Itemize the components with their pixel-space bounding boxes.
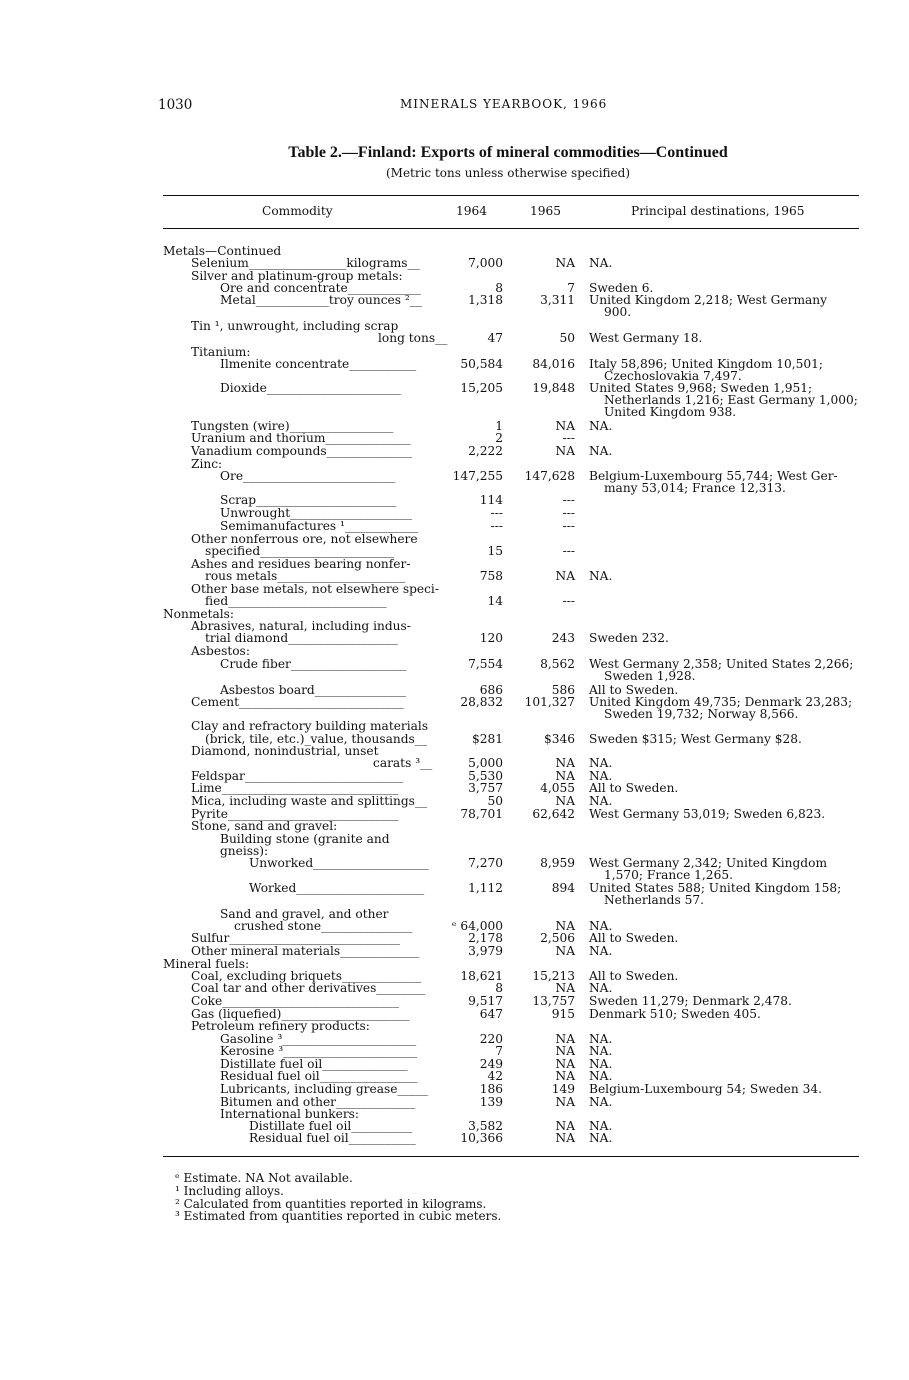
bottom-rule [163, 1156, 859, 1157]
commodity-cell: Other nonferrous ore, not elsewhere [191, 532, 418, 546]
destination-cell: NA. [589, 756, 613, 770]
commodity-cell: Vanadium compounds______________ [191, 444, 412, 458]
commodity-cell: Ore_________________________ [220, 469, 396, 483]
value-1965-cell: NA [555, 919, 575, 933]
destination-cell: NA. [589, 444, 613, 458]
value-1964-cell: 1 [495, 419, 503, 433]
footnote: ¹ Including alloys. [175, 1184, 284, 1198]
commodity-cell: Building stone (granite and [220, 832, 390, 846]
value-1964-cell: 139 [479, 1095, 503, 1109]
col-header-commodity: Commodity [262, 204, 333, 218]
value-1965-cell: 15,213 [532, 969, 575, 983]
commodity-cell: Stone, sand and gravel: [191, 819, 338, 833]
value-1965-cell: NA [555, 1069, 575, 1083]
destination-cell: Sweden 1,928. [604, 669, 696, 683]
commodity-cell: Pyrite____________________________ [191, 807, 399, 821]
destination-cell: Sweden 6. [589, 281, 654, 295]
value-1964-cell: 758 [479, 569, 503, 583]
commodity-cell: Diamond, nonindustrial, unset [191, 744, 379, 758]
value-1964-cell: --- [490, 506, 503, 520]
table-row [163, 595, 863, 608]
commodity-cell: trial diamond__________________ [205, 631, 398, 645]
commodity-cell: carats ³__ [373, 756, 433, 770]
destination-cell: All to Sweden. [589, 781, 679, 795]
commodity-cell: Dioxide______________________ [220, 381, 401, 395]
commodity-cell: Asbestos: [191, 644, 250, 658]
value-1964-cell: $281 [471, 732, 503, 746]
commodity-cell: long tons__ [378, 331, 448, 345]
commodity-cell: Mica, including waste and splittings__ [191, 794, 428, 808]
table-row [163, 445, 863, 458]
value-1965-cell: NA [555, 1119, 575, 1133]
value-1964-cell: 47 [487, 331, 503, 345]
value-1964-cell: 147,255 [452, 469, 503, 483]
commodity-cell: Cement___________________________ [191, 695, 404, 709]
value-1965-cell: --- [562, 544, 575, 558]
commodity-cell: Sulfur____________________________ [191, 931, 400, 945]
commodity-cell: Crude fiber___________________ [220, 657, 407, 671]
table-row [163, 1132, 863, 1145]
col-header-1964: 1964 [456, 204, 488, 218]
value-1965-cell: 50 [559, 331, 575, 345]
destination-cell: Belgium-Luxembourg 54; Sweden 34. [589, 1082, 822, 1096]
value-1965-cell: NA [555, 1057, 575, 1071]
value-1964-cell: 220 [479, 1032, 503, 1046]
commodity-cell: Scrap_______________________ [220, 493, 397, 507]
commodity-cell: Coke_____________________________ [191, 994, 399, 1008]
value-1964-cell: 3,979 [468, 944, 503, 958]
commodity-cell: Other base metals, not elsewhere speci- [191, 582, 439, 596]
value-1965-cell: 8,959 [540, 856, 575, 870]
commodity-cell: gneiss): [220, 844, 269, 858]
value-1965-cell: --- [562, 506, 575, 520]
value-1964-cell: 7,270 [468, 856, 503, 870]
value-1964-cell: 186 [479, 1082, 503, 1096]
value-1964-cell: 18,621 [460, 969, 503, 983]
value-1965-cell: 62,642 [532, 807, 575, 821]
value-1964-cell: 9,517 [468, 994, 503, 1008]
commodity-cell: Silver and platinum-group metals: [191, 269, 403, 283]
top-rule [163, 195, 859, 196]
commodity-cell: Distillate fuel oil______________ [220, 1057, 408, 1071]
commodity-cell: Unwrought____________________ [220, 506, 412, 520]
value-1965-cell: NA [555, 756, 575, 770]
destination-cell: Belgium-Luxembourg 55,744; West Ger- [589, 469, 838, 483]
value-1965-cell: --- [562, 594, 575, 608]
running-title: MINERALS YEARBOOK, 1966 [400, 97, 608, 111]
destination-cell: Sweden 232. [589, 631, 669, 645]
destination-cell: NA. [589, 769, 613, 783]
value-1964-cell: 28,832 [460, 695, 503, 709]
commodity-cell: Ilmenite concentrate___________ [220, 357, 417, 371]
destination-cell: NA. [589, 981, 613, 995]
value-1965-cell: NA [555, 256, 575, 270]
table-row [163, 306, 863, 319]
destination-cell: NA. [589, 1119, 613, 1133]
value-1964-cell: 2 [495, 431, 503, 445]
commodity-cell: Coal, excluding briquets_____________ [191, 969, 422, 983]
destination-cell: All to Sweden. [589, 931, 679, 945]
col-header-destinations: Principal destinations, 1965 [631, 204, 805, 218]
commodity-cell: Tin ¹, unwrought, including scrap [191, 319, 399, 333]
commodity-cell: Kerosine ³______________________ [220, 1044, 418, 1058]
table-subtitle: (Metric tons unless otherwise specified) [385, 166, 631, 180]
value-1964-cell: 5,530 [468, 769, 503, 783]
value-1965-cell: --- [562, 519, 575, 533]
destination-cell: NA. [589, 569, 613, 583]
value-1964-cell: 7 [495, 1044, 503, 1058]
commodity-cell: Ashes and residues bearing nonfer- [191, 557, 411, 571]
value-1964-cell: ᵉ 64,000 [451, 919, 503, 933]
destination-cell: Sweden 19,732; Norway 8,566. [604, 707, 799, 721]
commodity-cell: Lubricants, including grease_____ [220, 1082, 428, 1096]
value-1965-cell: 84,016 [532, 357, 575, 371]
destination-cell: NA. [589, 944, 613, 958]
value-1965-cell: 101,327 [524, 695, 575, 709]
value-1964-cell: 50 [487, 794, 503, 808]
commodity-cell: Lime_____________________________ [191, 781, 399, 795]
value-1964-cell: 5,000 [468, 756, 503, 770]
destination-cell: NA. [589, 794, 613, 808]
destination-cell: Netherlands 57. [604, 893, 704, 907]
commodity-cell: Coal tar and other derivatives________ [191, 981, 426, 995]
value-1965-cell: 915 [551, 1007, 575, 1021]
commodity-cell: fied__________________________ [205, 594, 387, 608]
value-1965-cell: 7 [567, 281, 575, 295]
commodity-cell: Titanium: [191, 345, 251, 359]
table-row [163, 332, 863, 345]
commodity-cell: Metal____________troy ounces ²__ [220, 293, 422, 307]
destination-cell: United States 9,968; Sweden 1,951; [589, 381, 813, 395]
footnote: ² Calculated from quantities reported in kilograms. [175, 1197, 487, 1211]
value-1964-cell: 8 [495, 281, 503, 295]
value-1965-cell: 586 [551, 683, 575, 697]
value-1965-cell: NA [555, 444, 575, 458]
destination-cell: West Germany 53,019; Sweden 6,823. [589, 807, 826, 821]
value-1965-cell: NA [555, 794, 575, 808]
page-number: 1030 [158, 97, 193, 113]
value-1964-cell: 50,584 [460, 357, 503, 371]
destination-cell: 1,570; France 1,265. [604, 868, 733, 882]
value-1964-cell: 8 [495, 981, 503, 995]
value-1964-cell: 114 [479, 493, 503, 507]
destination-cell: NA. [589, 1032, 613, 1046]
commodity-cell: Asbestos board_______________ [220, 683, 407, 697]
destination-cell: NA. [589, 1057, 613, 1071]
value-1965-cell: 149 [551, 1082, 575, 1096]
commodity-cell: Unworked___________________ [249, 856, 429, 870]
commodity-cell: Worked_____________________ [249, 881, 425, 895]
commodity-cell: Feldspar__________________________ [191, 769, 404, 783]
value-1965-cell: NA [555, 1095, 575, 1109]
value-1965-cell: NA [555, 1044, 575, 1058]
destination-cell: NA. [589, 919, 613, 933]
commodity-cell: Other mineral materials_____________ [191, 944, 420, 958]
value-1964-cell: 10,366 [460, 1131, 503, 1145]
table-row [163, 945, 863, 958]
destination-cell: Czechoslovakia 7,497. [604, 369, 742, 383]
commodity-cell: Residual fuel oil___________ [249, 1131, 416, 1145]
commodity-cell: Residual fuel oil________________ [220, 1069, 418, 1083]
value-1965-cell: NA [555, 944, 575, 958]
commodity-cell: Clay and refractory building materials [191, 719, 429, 733]
destination-cell: 900. [604, 305, 632, 319]
value-1964-cell: 2,178 [468, 931, 503, 945]
commodity-cell: Zinc: [191, 457, 223, 471]
destination-cell: NA. [589, 256, 613, 270]
value-1965-cell: $346 [543, 732, 575, 746]
destination-cell: West Germany 18. [589, 331, 703, 345]
table-title: Table 2.—Finland: Exports of mineral commodities—Continued [288, 144, 728, 161]
commodity-cell: International bunkers: [220, 1107, 360, 1121]
commodity-cell: Ore and concentrate____________ [220, 281, 421, 295]
commodity-cell: Selenium________________kilograms__ [191, 256, 420, 270]
value-1964-cell: 7,000 [468, 256, 503, 270]
destination-cell: NA. [589, 1069, 613, 1083]
value-1964-cell: 42 [487, 1069, 503, 1083]
commodity-cell: Sand and gravel, and other [220, 907, 389, 921]
value-1965-cell: NA [555, 569, 575, 583]
value-1964-cell: 2,222 [468, 444, 503, 458]
value-1965-cell: NA [555, 769, 575, 783]
destination-cell: Netherlands 1,216; East Germany 1,000; [604, 393, 858, 407]
value-1964-cell: 78,701 [460, 807, 503, 821]
value-1965-cell: 2,506 [540, 931, 575, 945]
value-1965-cell: NA [555, 419, 575, 433]
destination-cell: United Kingdom 938. [604, 405, 737, 419]
value-1965-cell: 147,628 [524, 469, 575, 483]
commodity-cell: specified______________________ [205, 544, 395, 558]
table-row [163, 670, 863, 683]
value-1965-cell: 19,848 [532, 381, 575, 395]
footnote: ᵉ Estimate. NA Not available. [175, 1171, 353, 1185]
value-1965-cell: NA [555, 1032, 575, 1046]
value-1965-cell: NA [555, 981, 575, 995]
commodity-cell: rous metals_____________________ [205, 569, 406, 583]
destination-cell: Sweden 11,279; Denmark 2,478. [589, 994, 792, 1008]
value-1964-cell: 3,757 [468, 781, 503, 795]
value-1964-cell: 249 [479, 1057, 503, 1071]
value-1964-cell: --- [490, 519, 503, 533]
value-1965-cell: 13,757 [532, 994, 575, 1008]
header-rule [163, 228, 859, 229]
value-1964-cell: 1,112 [468, 881, 503, 895]
value-1964-cell: 686 [479, 683, 503, 697]
destination-cell: Italy 58,896; United Kingdom 10,501; [589, 357, 824, 371]
value-1965-cell: 4,055 [540, 781, 575, 795]
commodity-cell: (brick, tile, etc.)_value, thousands__ [205, 732, 427, 746]
value-1964-cell: 3,582 [468, 1119, 503, 1133]
commodity-cell: Metals—Continued [163, 244, 282, 258]
destination-cell: Sweden $315; West Germany $28. [589, 732, 802, 746]
commodity-cell: Gasoline ³______________________ [220, 1032, 417, 1046]
value-1965-cell: --- [562, 431, 575, 445]
destination-cell: United Kingdom 2,218; West Germany [589, 293, 828, 307]
commodity-cell: crushed stone_______________ [234, 919, 413, 933]
footnote: ³ Estimated from quantities reported in cubic meters. [175, 1209, 502, 1223]
value-1965-cell: NA [555, 1131, 575, 1145]
destination-cell: All to Sweden. [589, 969, 679, 983]
destination-cell: Denmark 510; Sweden 405. [589, 1007, 761, 1021]
commodity-cell: Distillate fuel oil__________ [249, 1119, 413, 1133]
value-1965-cell: 243 [551, 631, 575, 645]
destination-cell: many 53,014; France 12,313. [604, 481, 786, 495]
value-1964-cell: 14 [487, 594, 503, 608]
value-1964-cell: 15,205 [460, 381, 503, 395]
value-1965-cell: 8,562 [540, 657, 575, 671]
value-1964-cell: 15 [487, 544, 503, 558]
destination-cell: NA. [589, 1131, 613, 1145]
table-row [163, 406, 863, 419]
commodity-cell: Tungsten (wire)_________________ [191, 419, 394, 433]
col-header-1965: 1965 [530, 204, 562, 218]
value-1965-cell: 3,311 [540, 293, 575, 307]
commodity-cell: Semimanufactures ¹____________ [220, 519, 419, 533]
value-1965-cell: --- [562, 493, 575, 507]
destination-cell: West Germany 2,358; United States 2,266; [589, 657, 854, 671]
value-1964-cell: 647 [479, 1007, 503, 1021]
value-1964-cell: 120 [479, 631, 503, 645]
destination-cell: NA. [589, 1044, 613, 1058]
commodity-cell: Bitumen and other_____________ [220, 1095, 416, 1109]
destination-cell: West Germany 2,342; United Kingdom [589, 856, 828, 870]
commodity-cell: Nonmetals: [163, 607, 235, 621]
page-header [158, 97, 858, 115]
commodity-cell: Gas (liquefied)_____________________ [191, 1007, 410, 1021]
table-row [163, 894, 863, 907]
destination-cell: All to Sweden. [589, 683, 679, 697]
commodity-cell: Uranium and thorium______________ [191, 431, 411, 445]
commodity-cell: Petroleum refinery products: [191, 1019, 370, 1033]
destination-cell: United States 588; United Kingdom 158; [589, 881, 842, 895]
commodity-cell: Mineral fuels: [163, 957, 250, 971]
destination-cell: NA. [589, 419, 613, 433]
table-row [163, 632, 863, 645]
destination-cell: NA. [589, 1095, 613, 1109]
value-1965-cell: 894 [551, 881, 575, 895]
commodity-cell: Abrasives, natural, including indus- [191, 619, 411, 633]
destination-cell: United Kingdom 49,735; Denmark 23,283; [589, 695, 853, 709]
value-1964-cell: 1,318 [468, 293, 503, 307]
value-1964-cell: 7,554 [468, 657, 503, 671]
